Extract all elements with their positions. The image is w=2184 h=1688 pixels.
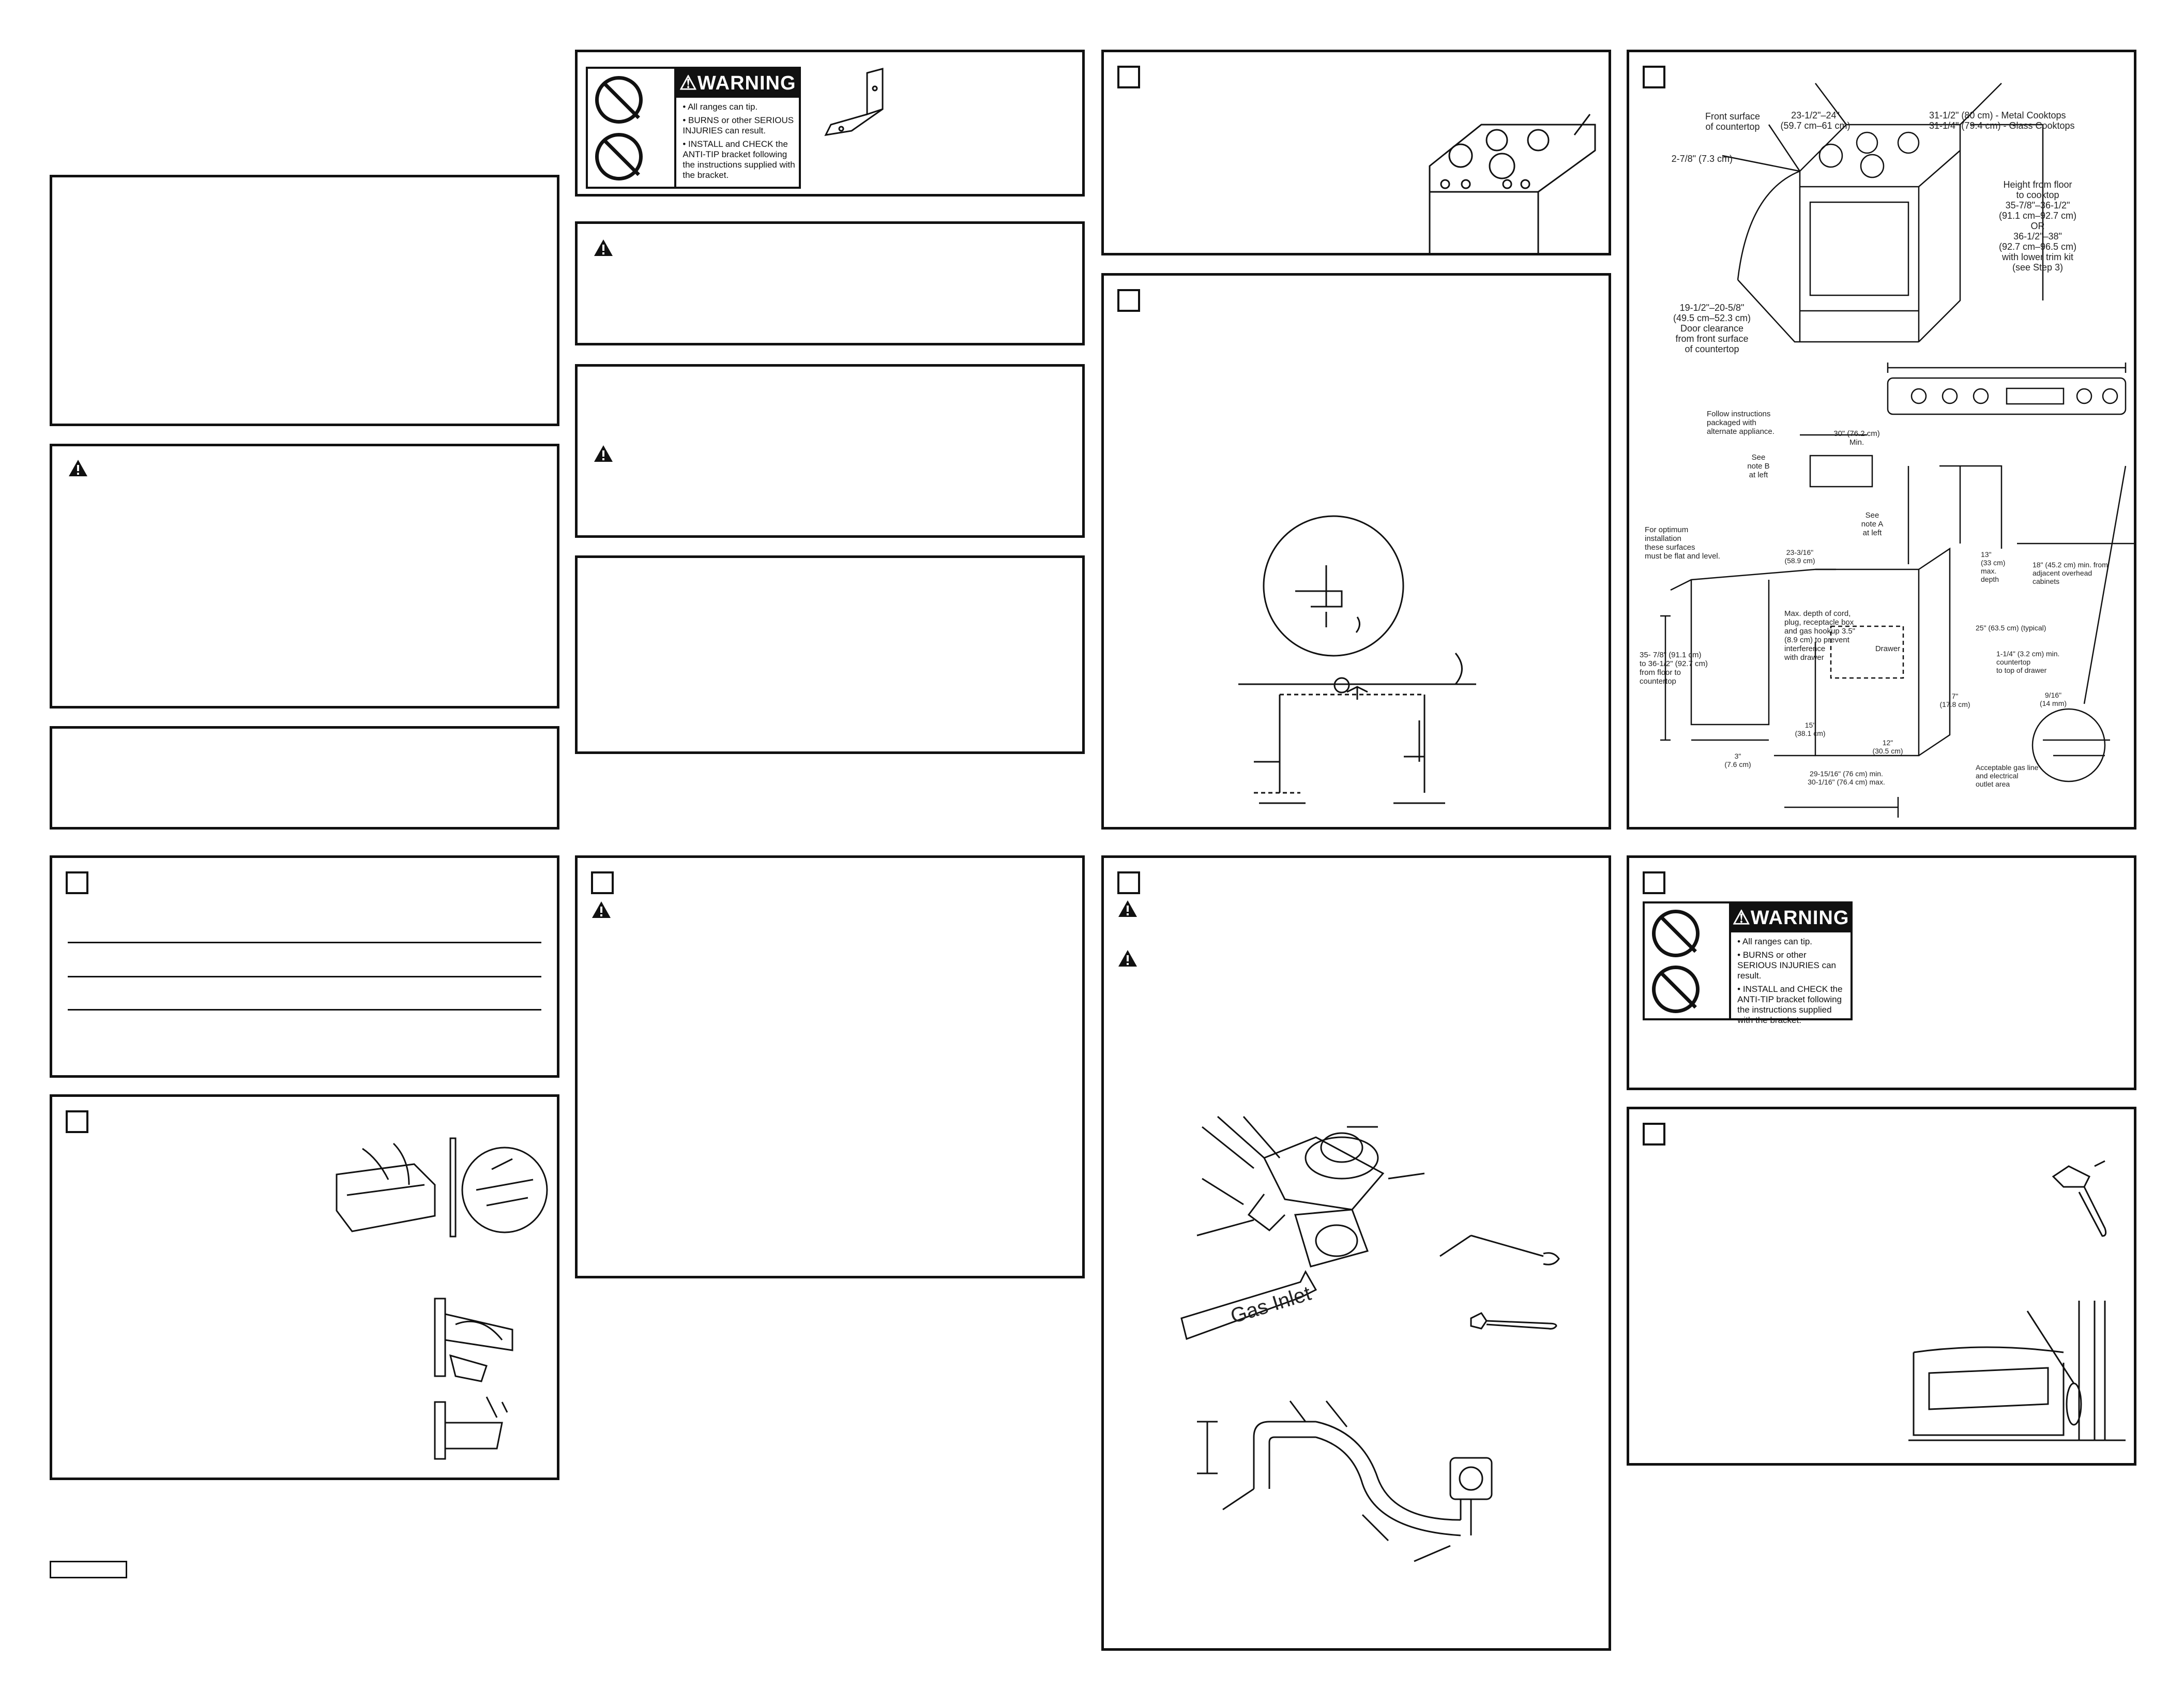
dimension-label-typical-25: 25" (63.5 cm) (typical) [1976, 624, 2046, 632]
warning-triangle-icon [68, 459, 88, 477]
dimension-label-see-note-a: See note A at left [1861, 511, 1884, 537]
drawer-removal-illustration [331, 1128, 554, 1247]
no-burn-symbol-icon [1652, 966, 1700, 1013]
warning-item: • All ranges can tip. [682, 102, 758, 112]
dimension-label-offset: 2-7/8" (7.3 cm) [1671, 154, 1733, 164]
anti-tip-warning-box [575, 50, 1085, 197]
step-number-box [66, 871, 88, 894]
wrench-icon [1466, 1308, 1559, 1339]
step-number-box [1117, 289, 1140, 312]
warning-triangle-icon [593, 238, 614, 257]
write-in-line-1 [68, 942, 541, 943]
dimension-label-floor-to-counter: 35- 7/8" (91.1 cm) to 36-1/2" (92.7 cm) from floor to countertop [1640, 651, 1708, 686]
warning-item: • All ranges can tip. [1737, 937, 1813, 946]
dimension-label-min-114: 1-1/4" (3.2 cm) min. countertop to top of drawer [1996, 650, 2060, 674]
dimension-label-width-range2: 29-15/16" (76 cm) min. 30-1/16" (76.4 cm) max. [1808, 770, 1885, 786]
anti-tip-bracket-illustration [821, 68, 898, 140]
dimension-label-cooktop-widths: 31-1/2" (80 cm) - Metal Cooktops 31-1/4" (79.4 cm) - Glass Cooktops [1929, 110, 2075, 131]
cabinet-dimension-diagram [1629, 52, 2139, 832]
dimension-label-depth-13: 13" (33 cm) max. depth [1981, 550, 2006, 583]
warning-triangle-icon [1117, 949, 1138, 968]
step-box-bracket-install [1627, 1107, 2136, 1466]
dimension-label-overhead: 18" (45.2 cm) min. from adjacent overhead cabinets [2033, 561, 2108, 585]
step-box-range-intro [1101, 50, 1611, 255]
dimension-label-dim-15: 15" (38.1 cm) [1795, 721, 1826, 737]
dimension-label-gas-area: Acceptable gas line and electrical outlet area [1976, 763, 2039, 788]
range-bracket-illustration [1908, 1301, 2131, 1456]
step-number-box [1117, 66, 1140, 88]
warning-item: • BURNS or other SERIOUS INJURIES can result. [1737, 950, 1836, 981]
step-number-box [591, 871, 614, 894]
step-number-box [1117, 871, 1140, 894]
info-box [575, 555, 1085, 754]
step-box-dimensions [1627, 50, 2136, 830]
dimension-label-dim-3: 3" (7.6 cm) [1724, 752, 1751, 768]
gas-inlet-label: Gas Inlet [1227, 1282, 1314, 1328]
dimension-label-door-clearance: 19-1/2"–20-5/8" (49.5 cm–52.3 cm) Door clearance from front surface of countertop [1673, 303, 1751, 354]
caution-box [575, 221, 1085, 345]
dimension-label-height-from-floor: Height from floor to cooktop 35-7/8"–36-1/2" (91.1 cm–92.7 cm) OR 36-1/2"–38" (92.7 cm–96.5 cm) with lower trim kit (see Step 3) [1998, 179, 2077, 273]
warning-item: • INSTALL and CHECK the ANTI-TIP bracket following the instructions supplied with the bracket. [1737, 984, 1843, 1025]
step-number-box [66, 1110, 88, 1133]
dimension-label-front-surface: Front surface of countertop [1705, 111, 1761, 132]
warning-label [1643, 901, 1853, 1025]
dimension-label-depth-2338: 23-3/16" (58.9 cm) [1784, 548, 1815, 565]
write-in-line-2 [68, 976, 541, 977]
dimension-label-max-depth-cord: Max. depth of cord, plug, receptacle box and gas hookup 3.5" (8.9 cm) to prevent interference with drawer [1784, 609, 1856, 662]
warning-triangle-icon [591, 900, 612, 919]
no-burn-symbol-icon [595, 133, 643, 180]
warning-triangle-icon [1117, 899, 1138, 918]
hinge-illustration [424, 1293, 528, 1464]
dimension-label-dim-7: 7" (17.8 cm) [1939, 692, 1970, 709]
warning-heading: ⚠WARNING [1731, 903, 1851, 932]
step-box-drawer [50, 1094, 559, 1480]
warning-triangle-icon [593, 444, 614, 463]
safety-box-1 [50, 444, 559, 709]
no-tip-symbol-icon [1652, 910, 1700, 957]
step-box-record [50, 855, 559, 1078]
step-number-box [1643, 1123, 1665, 1146]
note-box [50, 726, 559, 830]
step-box-gas-connection [1101, 855, 1611, 1651]
warning-label [586, 67, 801, 189]
step-box-cabinet-prep [1101, 273, 1611, 830]
wrench-icon [2048, 1156, 2120, 1239]
range-top-illustration [1419, 104, 1605, 254]
warning-item: • INSTALL and CHECK the ANTI-TIP bracket following the instructions supplied with the bracket. [682, 139, 795, 180]
step-number-box [1643, 871, 1665, 894]
step-box-anti-tip [1627, 855, 2136, 1090]
dimension-label-follow-instructions: Follow instructions packaged with alternate appliance. [1707, 410, 1775, 436]
warning-heading: ⚠WARNING [676, 69, 799, 98]
dimension-label-dim-916: 9/16" (14 mm) [2039, 691, 2067, 707]
dimension-label-width-min: 30" (76.2 cm) Min. [1833, 429, 1880, 447]
no-tip-symbol-icon [595, 76, 643, 124]
gas-warning-box [575, 364, 1085, 538]
gas-regulator-illustration [1181, 1096, 1605, 1344]
dimension-label-dim-12: 12" (30.5 cm) [1872, 739, 1903, 755]
dimension-label-width-range: 23-1/2"–24" (59.7 cm–61 cm) [1780, 110, 1851, 131]
countertop-cutout-detail [1238, 514, 1476, 813]
dimension-label-see-note-b: See note B at left [1747, 453, 1770, 479]
document-code-box [50, 1561, 127, 1578]
intro-box [50, 175, 559, 426]
warning-item: • BURNS or other SERIOUS INJURIES can result. [682, 115, 794, 135]
flex-connector-illustration [1192, 1396, 1543, 1582]
step-box-electrical [575, 855, 1085, 1278]
dimension-label-drawer: Drawer [1875, 644, 1901, 653]
write-in-line-3 [68, 1009, 541, 1011]
dimension-label-optimum: For optimum installation these surfaces must be flat and level. [1645, 525, 1720, 561]
